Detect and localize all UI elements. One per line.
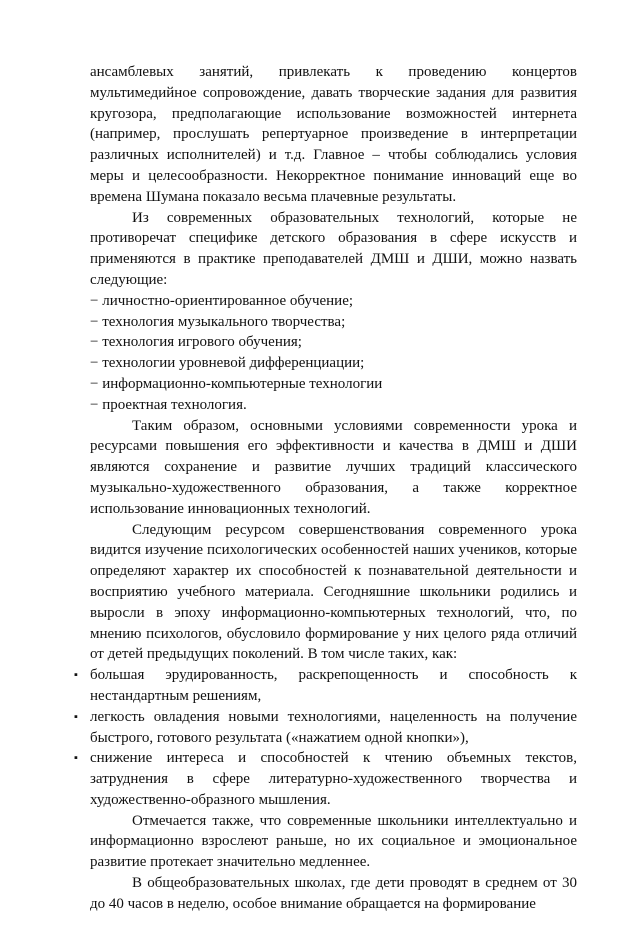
technologies-list	[90, 291, 577, 416]
list-item	[74, 748, 577, 810]
square-bullet-icon: ▪	[74, 669, 78, 682]
list-item: − технология игрового обучения;	[90, 334, 302, 351]
list-item-text: снижение интереса и способностей к чтению объемных текстов, затруднения в сфере литературно-художественного творчества и художественно-образного мышления.	[90, 750, 577, 808]
paragraph-conditions: Таким образом, основными условиями современности урока и ресурсами повышения его эффективности и качества в ДМШ и ДШИ являются сохранение и развитие лучших традиций классического музыкально-художественного образования, а также корректное использование инновационных технологий.	[90, 417, 577, 517]
square-bullet-icon: ▪	[74, 710, 78, 723]
paragraph-schools: В общеобразовательных школах, где дети проводят в среднем от 30 до 40 часов в неделю, особое внимание обращается на формирование	[90, 875, 577, 912]
list-item: − проектная технология.	[90, 396, 247, 413]
differences-list	[74, 665, 577, 811]
list-item	[74, 665, 577, 707]
paragraph-innovations: ансамблевых занятий, привлекать к проведению концертов мультимедийное сопровождение, давать творческие задания для развития кругозора, предполагающие использование возможностей интернета (например, прослушать репертуарное произведение в интерпретации различных исполнителей) и т.д. Главное – чтобы соблюдались условия меры и целесообразности. Некорректное понимание инноваций еще во времена Шумана показало весьма плачевные результаты.	[90, 64, 577, 205]
list-item: − информационно-компьютерные технологии	[90, 375, 383, 392]
page-text-body	[74, 62, 577, 915]
list-item: − технология музыкального творчества;	[90, 313, 346, 330]
list-item: − технологии уровневой дифференциации;	[90, 355, 365, 372]
square-bullet-icon: ▪	[74, 752, 78, 765]
list-item-text: легкость овладения новыми технологиями, нацеленность на получение быстрого, готового результата («нажатием одной кнопки»),	[90, 708, 577, 746]
paragraph-development: Отмечается также, что современные школьники интеллектуально и информационно взрослеют раньше, но их социальное и эмоциональное развитие протекает значительно медленнее.	[90, 812, 577, 871]
list-item-text: большая эрудированность, раскрепощенность и способность к нестандартным решениям,	[90, 667, 577, 704]
paragraph-technologies-intro: Из современных образовательных технологий, которые не противоречат специфике детского образования в сфере искусств и применяются в практике преподавателей ДМШ и ДШИ, можно назвать следующие:	[90, 209, 577, 288]
list-item	[74, 707, 577, 749]
list-item: − личностно-ориентированное обучение;	[90, 292, 354, 309]
paragraph-psychology: Следующим ресурсом совершенствования современного урока видится изучение психологических особенностей наших учеников, которые определяют характер их способностей к познавательной деятельности и восприятию учебного материала. Сегодняшние школьники родились и выросли в эпоху информационно-компьютерных технологий, что, по мнению психологов, обусловило формирование у них целого ряда отличий от детей предыдущих поколений. В том числе таких, как:	[90, 521, 577, 663]
